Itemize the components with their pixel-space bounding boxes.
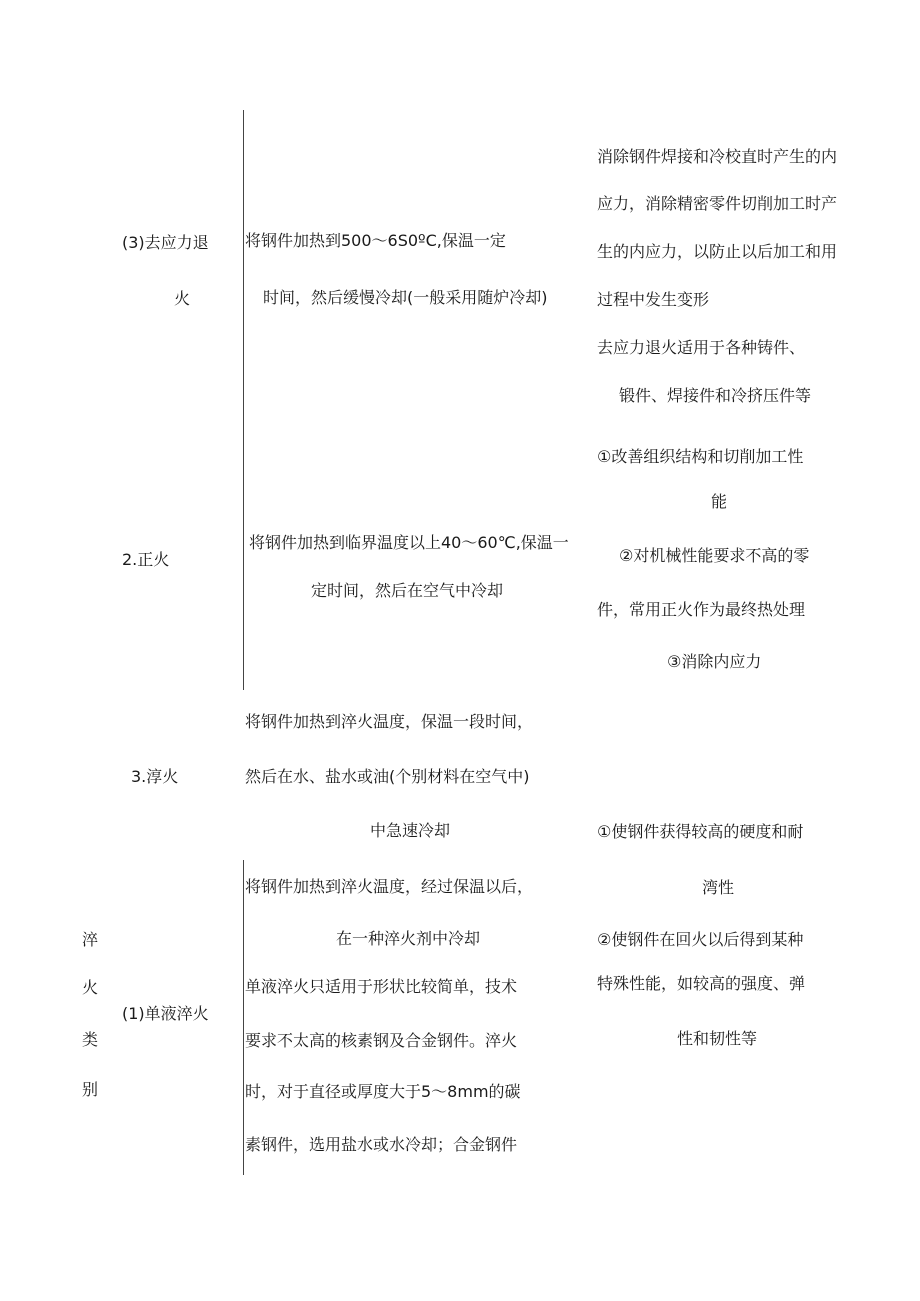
row-single-quench-process-line3: 单液淬火只适用于形状比较简单，技术 <box>245 977 518 996</box>
row-annealing-process-line2: 时间，然后缓慢冷却(一般采用随炉冷却) <box>263 288 548 307</box>
row-annealing-purpose-line3: 生的内应力，以防止以后加工和用 <box>597 242 838 261</box>
row-quenching-process-line3: 中急速冷却 <box>370 821 451 840</box>
row-annealing-name-line1: (3)去应力退 <box>122 233 209 252</box>
row-annealing-process-line1: 将钢件加热到500～6S0ºC,保温一定 <box>245 231 506 250</box>
row-normalizing-process-line1: 将钢件加热到临界温度以上40～60℃,保温一 <box>249 533 569 552</box>
column-divider-bottom <box>243 860 244 1175</box>
row-single-quench-process-line5: 时，对于直径或厚度大于5～8mm的碳 <box>245 1082 521 1101</box>
row-normalizing-name: 2.正火 <box>122 550 170 569</box>
row-annealing-purpose-line2: 应力，消除精密零件切削加工时产 <box>597 194 838 213</box>
row-quenching-process-line2: 然后在水、盐水或油(个别材料在空气中) <box>245 767 530 786</box>
side-label-char-2: 火 <box>82 978 99 997</box>
row-annealing-purpose-line1: 消除钢件焊接和冷校直时产生的内 <box>597 147 838 166</box>
row-normalizing-purpose-line5: ③消除内应力 <box>667 652 762 671</box>
side-label-char-4: 别 <box>82 1080 99 1099</box>
row-annealing-purpose-line6: 锻件、焊接件和冷挤压件等 <box>619 386 812 405</box>
row-normalizing-process-line2: 定时间，然后在空气中冷却 <box>311 581 504 600</box>
side-label-char-1: 淬 <box>82 930 99 949</box>
row-normalizing-purpose-line4: 件，常用正火作为最终热处理 <box>597 600 806 619</box>
row-single-quench-name: (1)单液淬火 <box>122 1004 209 1023</box>
row-normalizing-purpose-line1: ①改善组织结构和切削加工性 <box>597 447 804 466</box>
row-annealing-purpose-line5: 去应力退火适用于各种铸件、 <box>597 338 806 357</box>
row-single-quench-process-line1: 将钢件加热到淬火温度，经过保温以后， <box>245 877 534 896</box>
row-single-quench-process-line4: 要求不太高的核素钢及合金钢件。淬火 <box>245 1031 518 1050</box>
row-quenching-purpose-line3: ②使钢件在回火以后得到某种 <box>597 930 804 949</box>
row-quenching-purpose-line2: 湾性 <box>702 878 735 897</box>
row-quenching-purpose-line1: ①使钢件获得较高的硬度和耐 <box>597 822 804 841</box>
row-quenching-name: 3.淳火 <box>131 767 179 786</box>
side-label-char-3: 类 <box>82 1030 99 1049</box>
column-divider-top <box>243 110 244 690</box>
row-quenching-purpose-line4: 特殊性能，如较高的强度、弹 <box>597 974 806 993</box>
row-single-quench-process-line6: 素钢件，选用盐水或水冷却；合金钢件 <box>245 1135 518 1154</box>
row-quenching-purpose-line5: 性和韧性等 <box>677 1029 758 1048</box>
row-quenching-process-line1: 将钢件加热到淬火温度，保温一段时间， <box>245 712 534 731</box>
row-annealing-purpose-line4: 过程中发生变形 <box>597 290 710 309</box>
row-single-quench-process-line2: 在一种淬火剂中冷却 <box>336 929 481 948</box>
row-normalizing-purpose-line3: ②对机械性能要求不高的零 <box>619 546 810 565</box>
row-normalizing-purpose-line2: 能 <box>711 492 728 511</box>
row-annealing-name-line2: 火 <box>174 289 191 308</box>
